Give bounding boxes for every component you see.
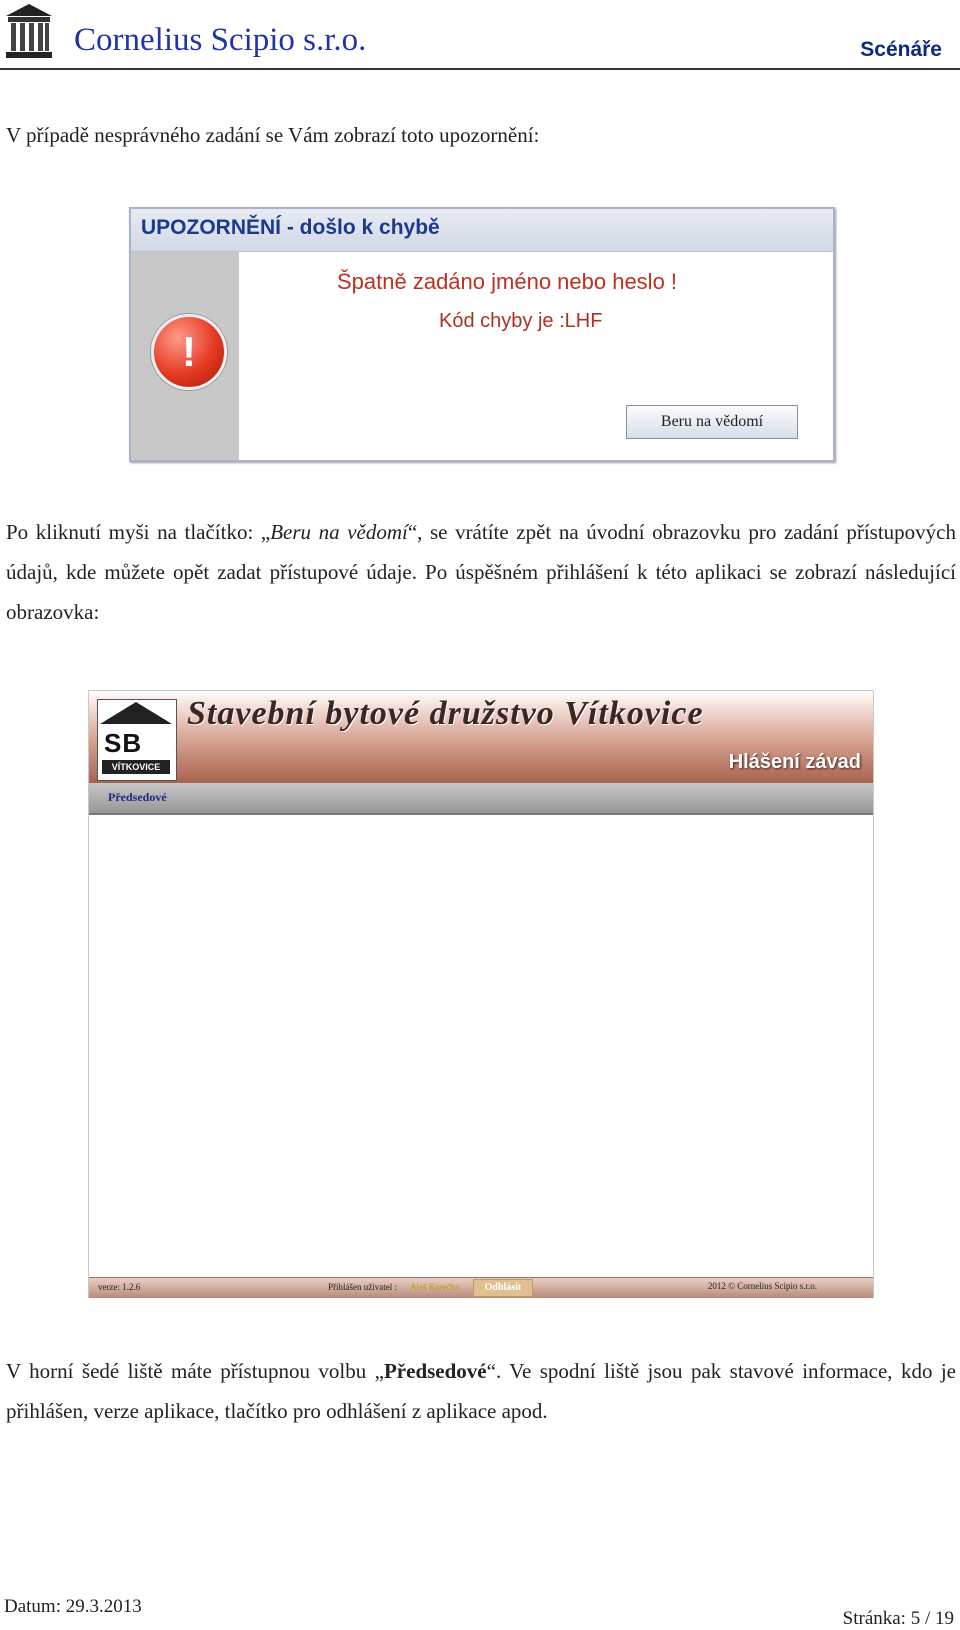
app-title: Stavební bytové družstvo Vítkovice xyxy=(187,695,704,732)
text-run: V horní šedé liště máte přístupnou volbu „ xyxy=(6,1359,384,1383)
error-dialog-screenshot xyxy=(129,207,835,462)
text-run: Po kliknutí myši na tlačítko: „ xyxy=(6,520,271,544)
app-content-area xyxy=(89,815,873,1277)
error-message: Špatně zadáno jméno nebo heslo ! xyxy=(337,269,678,294)
logged-user-label: Přihlášen uživatel : xyxy=(328,1282,397,1292)
header-divider xyxy=(0,68,960,70)
sbd-logo xyxy=(97,699,177,781)
text-run: “, se vrátíte zpět na úvodní obrazovku pro zadání přístupových údajů, kde můžete opět zadat přístupové údaje. Po úspěšném přihlášení k této aplikaci se zobrazí následující obrazovka: xyxy=(6,520,956,624)
description-paragraph xyxy=(6,1351,956,1431)
dialog-header xyxy=(131,209,833,252)
nav-item-predsedove[interactable]: Předsedové xyxy=(108,790,167,804)
warning-icon: ! xyxy=(151,314,227,390)
option-reference: Předsedové xyxy=(383,1359,487,1383)
button-reference: Beru na vědomí xyxy=(270,520,408,544)
instruction-paragraph xyxy=(6,512,956,632)
app-nav-bar xyxy=(89,783,873,815)
logout-button[interactable]: Odhlásit xyxy=(473,1279,533,1297)
logo-text: SB xyxy=(104,728,143,758)
text-run: “. Ve spodní liště jsou pak stavové informace, kdo je přihlášen, verze aplikace, tlačítko pro odhlášení z aplikace apod. xyxy=(6,1359,956,1423)
footer-date: Datum: 29.3.2013 xyxy=(4,1596,142,1617)
app-subtitle: Hlášení závad xyxy=(728,751,861,773)
version-label: verze: 1.2.6 xyxy=(98,1282,141,1292)
error-code: Kód chyby je :LHF xyxy=(439,310,603,332)
document-title: Scénáře xyxy=(860,38,942,61)
copyright-label: 2012 © Cornelius Scipio s.r.o. xyxy=(707,1281,817,1291)
company-name: Cornelius Scipio s.r.o. xyxy=(74,22,367,58)
app-banner xyxy=(89,691,873,783)
intro-paragraph: V případě nesprávného zadání se Vám zobrazí toto upozornění: xyxy=(6,123,540,147)
dialog-title: UPOZORNĚNÍ - došlo k chybě xyxy=(141,216,440,239)
logo-subtext: VÍTKOVICE xyxy=(102,760,170,774)
roof-icon xyxy=(100,702,172,724)
logged-user-name: Aleš Kurečka xyxy=(410,1282,460,1292)
footer-page-number: Stránka: 5 / 19 xyxy=(842,1608,954,1629)
acknowledge-button[interactable]: Beru na vědomí xyxy=(626,405,798,439)
dialog-sidebar xyxy=(131,252,239,460)
building-logo-icon xyxy=(4,2,54,60)
page-header xyxy=(0,0,960,70)
app-screenshot xyxy=(88,690,874,1298)
app-status-bar xyxy=(89,1277,873,1298)
